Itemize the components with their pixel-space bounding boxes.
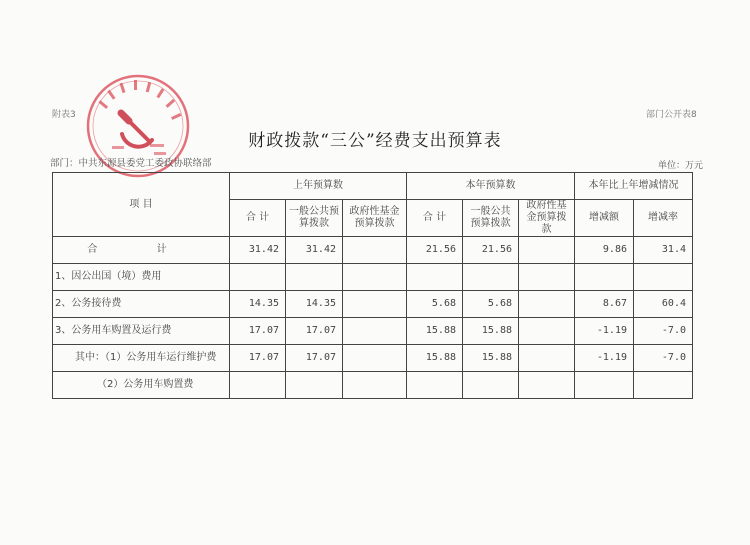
department-label: 部门：中共东源县委党工委政协联络部 (50, 158, 212, 169)
cell-rate: 60.4 (634, 291, 693, 318)
cell-rate: -7.0 (634, 345, 693, 372)
cell-ly-general: 17.07 (286, 345, 343, 372)
cell-increase: 9.86 (575, 237, 634, 264)
row-item: 其中：（1）公务用车运行维护费 (53, 345, 230, 372)
budget-table (52, 172, 693, 399)
cell-ty-fund (519, 264, 575, 291)
cell-ty-general: 5.68 (463, 291, 519, 318)
table-row (53, 264, 693, 291)
col-ly-fund: 政府性基金预算拨款 (343, 200, 407, 237)
row-item: 合 计 (53, 237, 230, 264)
cell-ty-general: 15.88 (463, 345, 519, 372)
table-row (53, 318, 693, 345)
page-title: 财政拨款“三公”经费支出预算表 (248, 131, 502, 151)
cell-increase: -1.19 (575, 318, 634, 345)
cell-increase (575, 264, 634, 291)
cell-increase: 8.67 (575, 291, 634, 318)
col-rate: 增减率 (634, 200, 693, 237)
cell-ty-general: 21.56 (463, 237, 519, 264)
cell-ly-fund (343, 264, 407, 291)
cell-ty-general (463, 372, 519, 399)
cell-ty-fund (519, 318, 575, 345)
row-item: 2、公务接待费 (53, 291, 230, 318)
cell-ly-total: 17.07 (230, 345, 286, 372)
cell-ly-general (286, 372, 343, 399)
appendix-label: 附表3 (52, 110, 76, 120)
item-header: 项 目 (53, 173, 230, 237)
row-item: （2）公务用车购置费 (53, 372, 230, 399)
col-ty-total: 合 计 (407, 200, 463, 237)
cell-ly-general: 14.35 (286, 291, 343, 318)
cell-ty-fund (519, 372, 575, 399)
table-row (53, 237, 693, 264)
table-row (53, 372, 693, 399)
form-number-label: 部门公开表8 (646, 110, 697, 120)
unit-label: 单位：万元 (658, 161, 704, 171)
cell-rate (634, 372, 693, 399)
cell-ly-general: 31.42 (286, 237, 343, 264)
cell-rate: -7.0 (634, 318, 693, 345)
table-row (53, 345, 693, 372)
row-item: 1、因公出国（境）费用 (53, 264, 230, 291)
cell-ly-total: 17.07 (230, 318, 286, 345)
cell-ty-general: 15.88 (463, 318, 519, 345)
cell-increase: -1.19 (575, 345, 634, 372)
cell-ly-fund (343, 237, 407, 264)
header-change: 本年比上年增减情况 (575, 173, 693, 200)
cell-ly-total (230, 264, 286, 291)
col-increase: 增减额 (575, 200, 634, 237)
cell-ty-general (463, 264, 519, 291)
cell-ty-total: 5.68 (407, 291, 463, 318)
cell-ly-total: 14.35 (230, 291, 286, 318)
header-last-year: 上年预算数 (230, 173, 407, 200)
col-ty-general: 一般公共预算拨款 (463, 200, 519, 237)
cell-ty-total (407, 372, 463, 399)
cell-increase (575, 372, 634, 399)
cell-ty-total (407, 264, 463, 291)
table-header-row (53, 173, 693, 200)
cell-rate (634, 264, 693, 291)
col-ty-fund: 政府性基金预算拨款 (519, 200, 575, 237)
cell-rate: 31.4 (634, 237, 693, 264)
cell-ly-total (230, 372, 286, 399)
cell-ty-fund (519, 345, 575, 372)
col-ly-general: 一般公共预算拨款 (286, 200, 343, 237)
cell-ly-fund (343, 372, 407, 399)
cell-ly-fund (343, 291, 407, 318)
cell-ly-fund (343, 345, 407, 372)
table-row (53, 291, 693, 318)
cell-ly-fund (343, 318, 407, 345)
col-ly-total: 合 计 (230, 200, 286, 237)
cell-ty-fund (519, 291, 575, 318)
cell-ty-total: 15.88 (407, 318, 463, 345)
cell-ly-general (286, 264, 343, 291)
header-this-year: 本年预算数 (407, 173, 575, 200)
cell-ly-general: 17.07 (286, 318, 343, 345)
cell-ty-fund (519, 237, 575, 264)
cell-ty-total: 15.88 (407, 345, 463, 372)
cell-ly-total: 31.42 (230, 237, 286, 264)
cell-ty-total: 21.56 (407, 237, 463, 264)
row-item: 3、公务用车购置及运行费 (53, 318, 230, 345)
